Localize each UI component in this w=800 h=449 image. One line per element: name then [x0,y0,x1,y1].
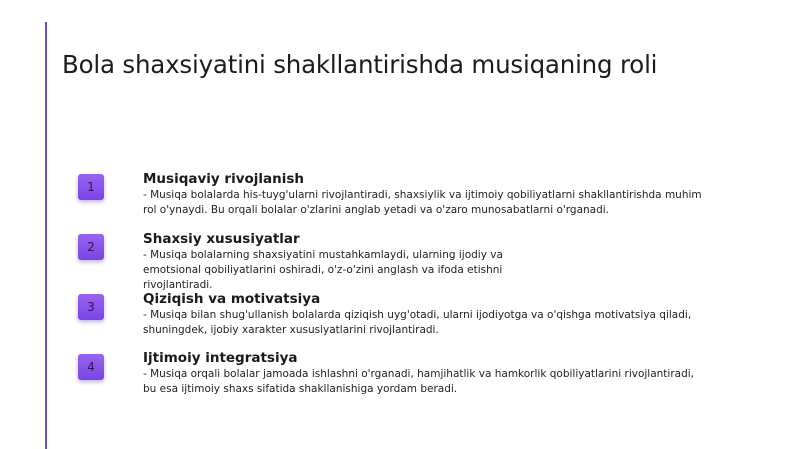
accent-bar [45,22,47,449]
item-title: Ijtimoiy integratsiya [143,350,298,366]
item-description: - Musiqa bolalarda his-tuyg'ularni rivojlantiradi, shaxsiylik va ijtimoiy qobiliyatlarni shakllantirishda muhim rol o'ynaydi. Bu orqali bolalar o'zlarini anglab yetadi va o'zaro munosabatlarni o'rganadi. [143,189,702,216]
number-badge: 2 [78,234,104,260]
slide-title: Bola shaxsiyatini shakllantirishda musiqaning roli [62,50,658,79]
item-description: - Musiqa bolalarning shaxsiyatini mustahkamlaydi, ularning ijodiy va emotsional qobiliyatlarini oshiradi, o'z-o'zini anglash va ifoda etishni rivojlantiradi. [143,249,503,291]
item-title: Qiziqish va motivatsiya [143,291,321,307]
item-description: - Musiqa bilan shug'ullanish bolalarda qiziqish uyg'otadi, ularni ijodiyotga va o'qishga motivatsiya qiladi, shuningdek, ijobiy xarakter xususiyatlarini rivojlantiradi. [143,309,692,336]
number-badge: 3 [78,294,104,320]
number-badge: 4 [78,354,104,380]
item-title: Musiqaviy rivojlanish [143,171,305,187]
item-title: Shaxsiy xususiyatlar [143,231,300,247]
item-description: - Musiqa orqali bolalar jamoada ishlashni o'rganadi, hamjihatlik va hamkorlik qobiliyatlarini rivojlantiradi, bu esa ijtimoiy shaxs sifatida shakllanishiga yordam beradi. [143,368,695,395]
number-badge: 1 [78,174,104,200]
